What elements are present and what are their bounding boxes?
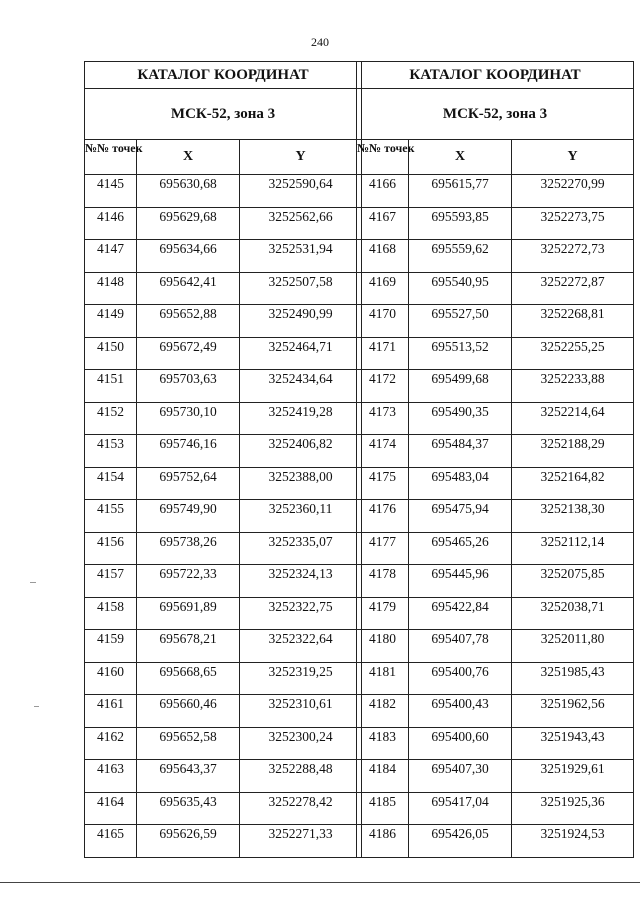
table-row [85,175,362,208]
catalog-subtitle: МСК-52, зона 3 [357,89,634,140]
column-header-y: Y [512,140,634,175]
y-coordinate-cell: 3251925,36 [512,792,634,825]
table-row [357,565,634,598]
x-coordinate-cell: 695634,66 [137,240,240,273]
table-row [85,695,362,728]
table-row [85,630,362,663]
y-coordinate-cell: 3252288,48 [240,760,362,793]
point-number-cell: 4151 [85,370,137,403]
y-coordinate-cell: 3252273,75 [512,207,634,240]
y-coordinate-cell: 3252434,64 [240,370,362,403]
point-number-cell: 4158 [85,597,137,630]
y-coordinate-cell: 3252406,82 [240,435,362,468]
y-coordinate-cell: 3252590,64 [240,175,362,208]
y-coordinate-cell: 3252038,71 [512,597,634,630]
point-number-cell: 4150 [85,337,137,370]
table-row [357,597,634,630]
column-header-point-number: №№ точек [357,140,409,175]
y-coordinate-cell: 3251985,43 [512,662,634,695]
point-number-cell: 4174 [357,435,409,468]
column-header-point-number: №№ точек [85,140,137,175]
catalog-title: КАТАЛОГ КООРДИНАТ [357,62,634,89]
point-number-cell: 4177 [357,532,409,565]
coordinate-catalog-table-right [356,61,634,858]
y-coordinate-cell: 3252322,75 [240,597,362,630]
point-number-cell: 4157 [85,565,137,598]
table-row [357,207,634,240]
point-number-cell: 4149 [85,305,137,338]
point-number-cell: 4148 [85,272,137,305]
point-number-cell: 4182 [357,695,409,728]
y-coordinate-cell: 3252075,85 [512,565,634,598]
page-number: 240 [311,35,329,49]
table-row [85,272,362,305]
table-row [85,662,362,695]
point-number-cell: 4159 [85,630,137,663]
point-number-cell: 4162 [85,727,137,760]
point-number-cell: 4172 [357,370,409,403]
point-number-cell: 4152 [85,402,137,435]
y-coordinate-cell: 3252319,25 [240,662,362,695]
y-coordinate-cell: 3252464,71 [240,337,362,370]
table-row [357,630,634,663]
point-number-cell: 4165 [85,825,137,858]
point-number-cell: 4175 [357,467,409,500]
x-coordinate-cell: 695672,49 [137,337,240,370]
catalog-title: КАТАЛОГ КООРДИНАТ [85,62,362,89]
y-coordinate-cell: 3252324,13 [240,565,362,598]
point-number-cell: 4180 [357,630,409,663]
y-coordinate-cell: 3251924,53 [512,825,634,858]
x-coordinate-cell: 695407,30 [409,760,512,793]
table-row [357,435,634,468]
y-coordinate-cell: 3252188,29 [512,435,634,468]
point-number-cell: 4145 [85,175,137,208]
table-row [85,792,362,825]
y-coordinate-cell: 3252310,61 [240,695,362,728]
y-coordinate-cell: 3252164,82 [512,467,634,500]
x-coordinate-cell: 695626,59 [137,825,240,858]
x-coordinate-cell: 695746,16 [137,435,240,468]
x-coordinate-cell: 695615,77 [409,175,512,208]
y-coordinate-cell: 3252011,80 [512,630,634,663]
table-row [357,662,634,695]
table-row [357,760,634,793]
x-coordinate-cell: 695635,43 [137,792,240,825]
x-coordinate-cell: 695527,50 [409,305,512,338]
y-coordinate-cell: 3252255,25 [512,337,634,370]
point-number-cell: 4147 [85,240,137,273]
x-coordinate-cell: 695691,89 [137,597,240,630]
table-row [357,402,634,435]
x-coordinate-cell: 695668,65 [137,662,240,695]
table-row [357,305,634,338]
x-coordinate-cell: 695730,10 [137,402,240,435]
point-number-cell: 4173 [357,402,409,435]
point-number-cell: 4146 [85,207,137,240]
table-row [357,792,634,825]
point-number-cell: 4183 [357,727,409,760]
table-row [357,695,634,728]
y-coordinate-cell: 3252419,28 [240,402,362,435]
table-row [85,760,362,793]
x-coordinate-cell: 695593,85 [409,207,512,240]
point-number-cell: 4179 [357,597,409,630]
table-row [85,825,362,858]
y-coordinate-cell: 3252138,30 [512,500,634,533]
point-number-cell: 4167 [357,207,409,240]
table-row [85,435,362,468]
x-coordinate-cell: 695722,33 [137,565,240,598]
x-coordinate-cell: 695643,37 [137,760,240,793]
x-coordinate-cell: 695490,35 [409,402,512,435]
x-coordinate-cell: 695642,41 [137,272,240,305]
x-coordinate-cell: 695660,46 [137,695,240,728]
table-row [357,727,634,760]
x-coordinate-cell: 695499,68 [409,370,512,403]
x-coordinate-cell: 695652,88 [137,305,240,338]
column-header-y: Y [240,140,362,175]
x-coordinate-cell: 695652,58 [137,727,240,760]
table-row [85,500,362,533]
y-coordinate-cell: 3252531,94 [240,240,362,273]
x-coordinate-cell: 695483,04 [409,467,512,500]
table-row [357,272,634,305]
point-number-cell: 4163 [85,760,137,793]
y-coordinate-cell: 3252335,07 [240,532,362,565]
y-coordinate-cell: 3252112,14 [512,532,634,565]
scan-speck [34,706,39,707]
y-coordinate-cell: 3252507,58 [240,272,362,305]
x-coordinate-cell: 695678,21 [137,630,240,663]
point-number-cell: 4170 [357,305,409,338]
point-number-cell: 4181 [357,662,409,695]
table-body [357,175,634,858]
y-coordinate-cell: 3251929,61 [512,760,634,793]
x-coordinate-cell: 695417,04 [409,792,512,825]
y-coordinate-cell: 3252233,88 [512,370,634,403]
point-number-cell: 4169 [357,272,409,305]
y-coordinate-cell: 3252270,99 [512,175,634,208]
x-coordinate-cell: 695475,94 [409,500,512,533]
page-bottom-rule [0,882,640,883]
scan-speck [30,582,36,583]
x-coordinate-cell: 695445,96 [409,565,512,598]
y-coordinate-cell: 3252272,87 [512,272,634,305]
y-coordinate-cell: 3252271,33 [240,825,362,858]
table-row [357,175,634,208]
point-number-cell: 4156 [85,532,137,565]
y-coordinate-cell: 3251962,56 [512,695,634,728]
y-coordinate-cell: 3252278,42 [240,792,362,825]
x-coordinate-cell: 695540,95 [409,272,512,305]
x-coordinate-cell: 695407,78 [409,630,512,663]
y-coordinate-cell: 3252562,66 [240,207,362,240]
y-coordinate-cell: 3252272,73 [512,240,634,273]
table-row [85,337,362,370]
point-number-cell: 4154 [85,467,137,500]
table-row [357,467,634,500]
y-coordinate-cell: 3252322,64 [240,630,362,663]
x-coordinate-cell: 695738,26 [137,532,240,565]
table-row [85,402,362,435]
table-row [85,727,362,760]
table-row [85,532,362,565]
table-row [85,467,362,500]
y-coordinate-cell: 3252268,81 [512,305,634,338]
table-row [357,337,634,370]
table-row [357,825,634,858]
point-number-cell: 4186 [357,825,409,858]
x-coordinate-cell: 695465,26 [409,532,512,565]
y-coordinate-cell: 3252214,64 [512,402,634,435]
point-number-cell: 4171 [357,337,409,370]
point-number-cell: 4178 [357,565,409,598]
x-coordinate-cell: 695400,76 [409,662,512,695]
x-coordinate-cell: 695703,63 [137,370,240,403]
y-coordinate-cell: 3252490,99 [240,305,362,338]
x-coordinate-cell: 695400,60 [409,727,512,760]
table-row [85,597,362,630]
point-number-cell: 4155 [85,500,137,533]
y-coordinate-cell: 3252388,00 [240,467,362,500]
point-number-cell: 4153 [85,435,137,468]
point-number-cell: 4160 [85,662,137,695]
table-row [85,305,362,338]
x-coordinate-cell: 695400,43 [409,695,512,728]
x-coordinate-cell: 695752,64 [137,467,240,500]
x-coordinate-cell: 695749,90 [137,500,240,533]
table-row [357,532,634,565]
table-row [357,370,634,403]
table-row [85,207,362,240]
x-coordinate-cell: 695484,37 [409,435,512,468]
table-row [357,240,634,273]
x-coordinate-cell: 695422,84 [409,597,512,630]
point-number-cell: 4168 [357,240,409,273]
y-coordinate-cell: 3251943,43 [512,727,634,760]
point-number-cell: 4176 [357,500,409,533]
column-header-x: X [137,140,240,175]
table-row [85,370,362,403]
y-coordinate-cell: 3252300,24 [240,727,362,760]
x-coordinate-cell: 695426,05 [409,825,512,858]
x-coordinate-cell: 695513,52 [409,337,512,370]
table-body [85,175,362,858]
y-coordinate-cell: 3252360,11 [240,500,362,533]
catalog-subtitle: МСК-52, зона 3 [85,89,362,140]
table-row [357,500,634,533]
point-number-cell: 4161 [85,695,137,728]
table-row [85,565,362,598]
column-header-x: X [409,140,512,175]
table-row [85,240,362,273]
coordinate-catalog-table-left [84,61,362,858]
point-number-cell: 4185 [357,792,409,825]
x-coordinate-cell: 695630,68 [137,175,240,208]
point-number-cell: 4166 [357,175,409,208]
point-number-cell: 4164 [85,792,137,825]
x-coordinate-cell: 695629,68 [137,207,240,240]
x-coordinate-cell: 695559,62 [409,240,512,273]
point-number-cell: 4184 [357,760,409,793]
